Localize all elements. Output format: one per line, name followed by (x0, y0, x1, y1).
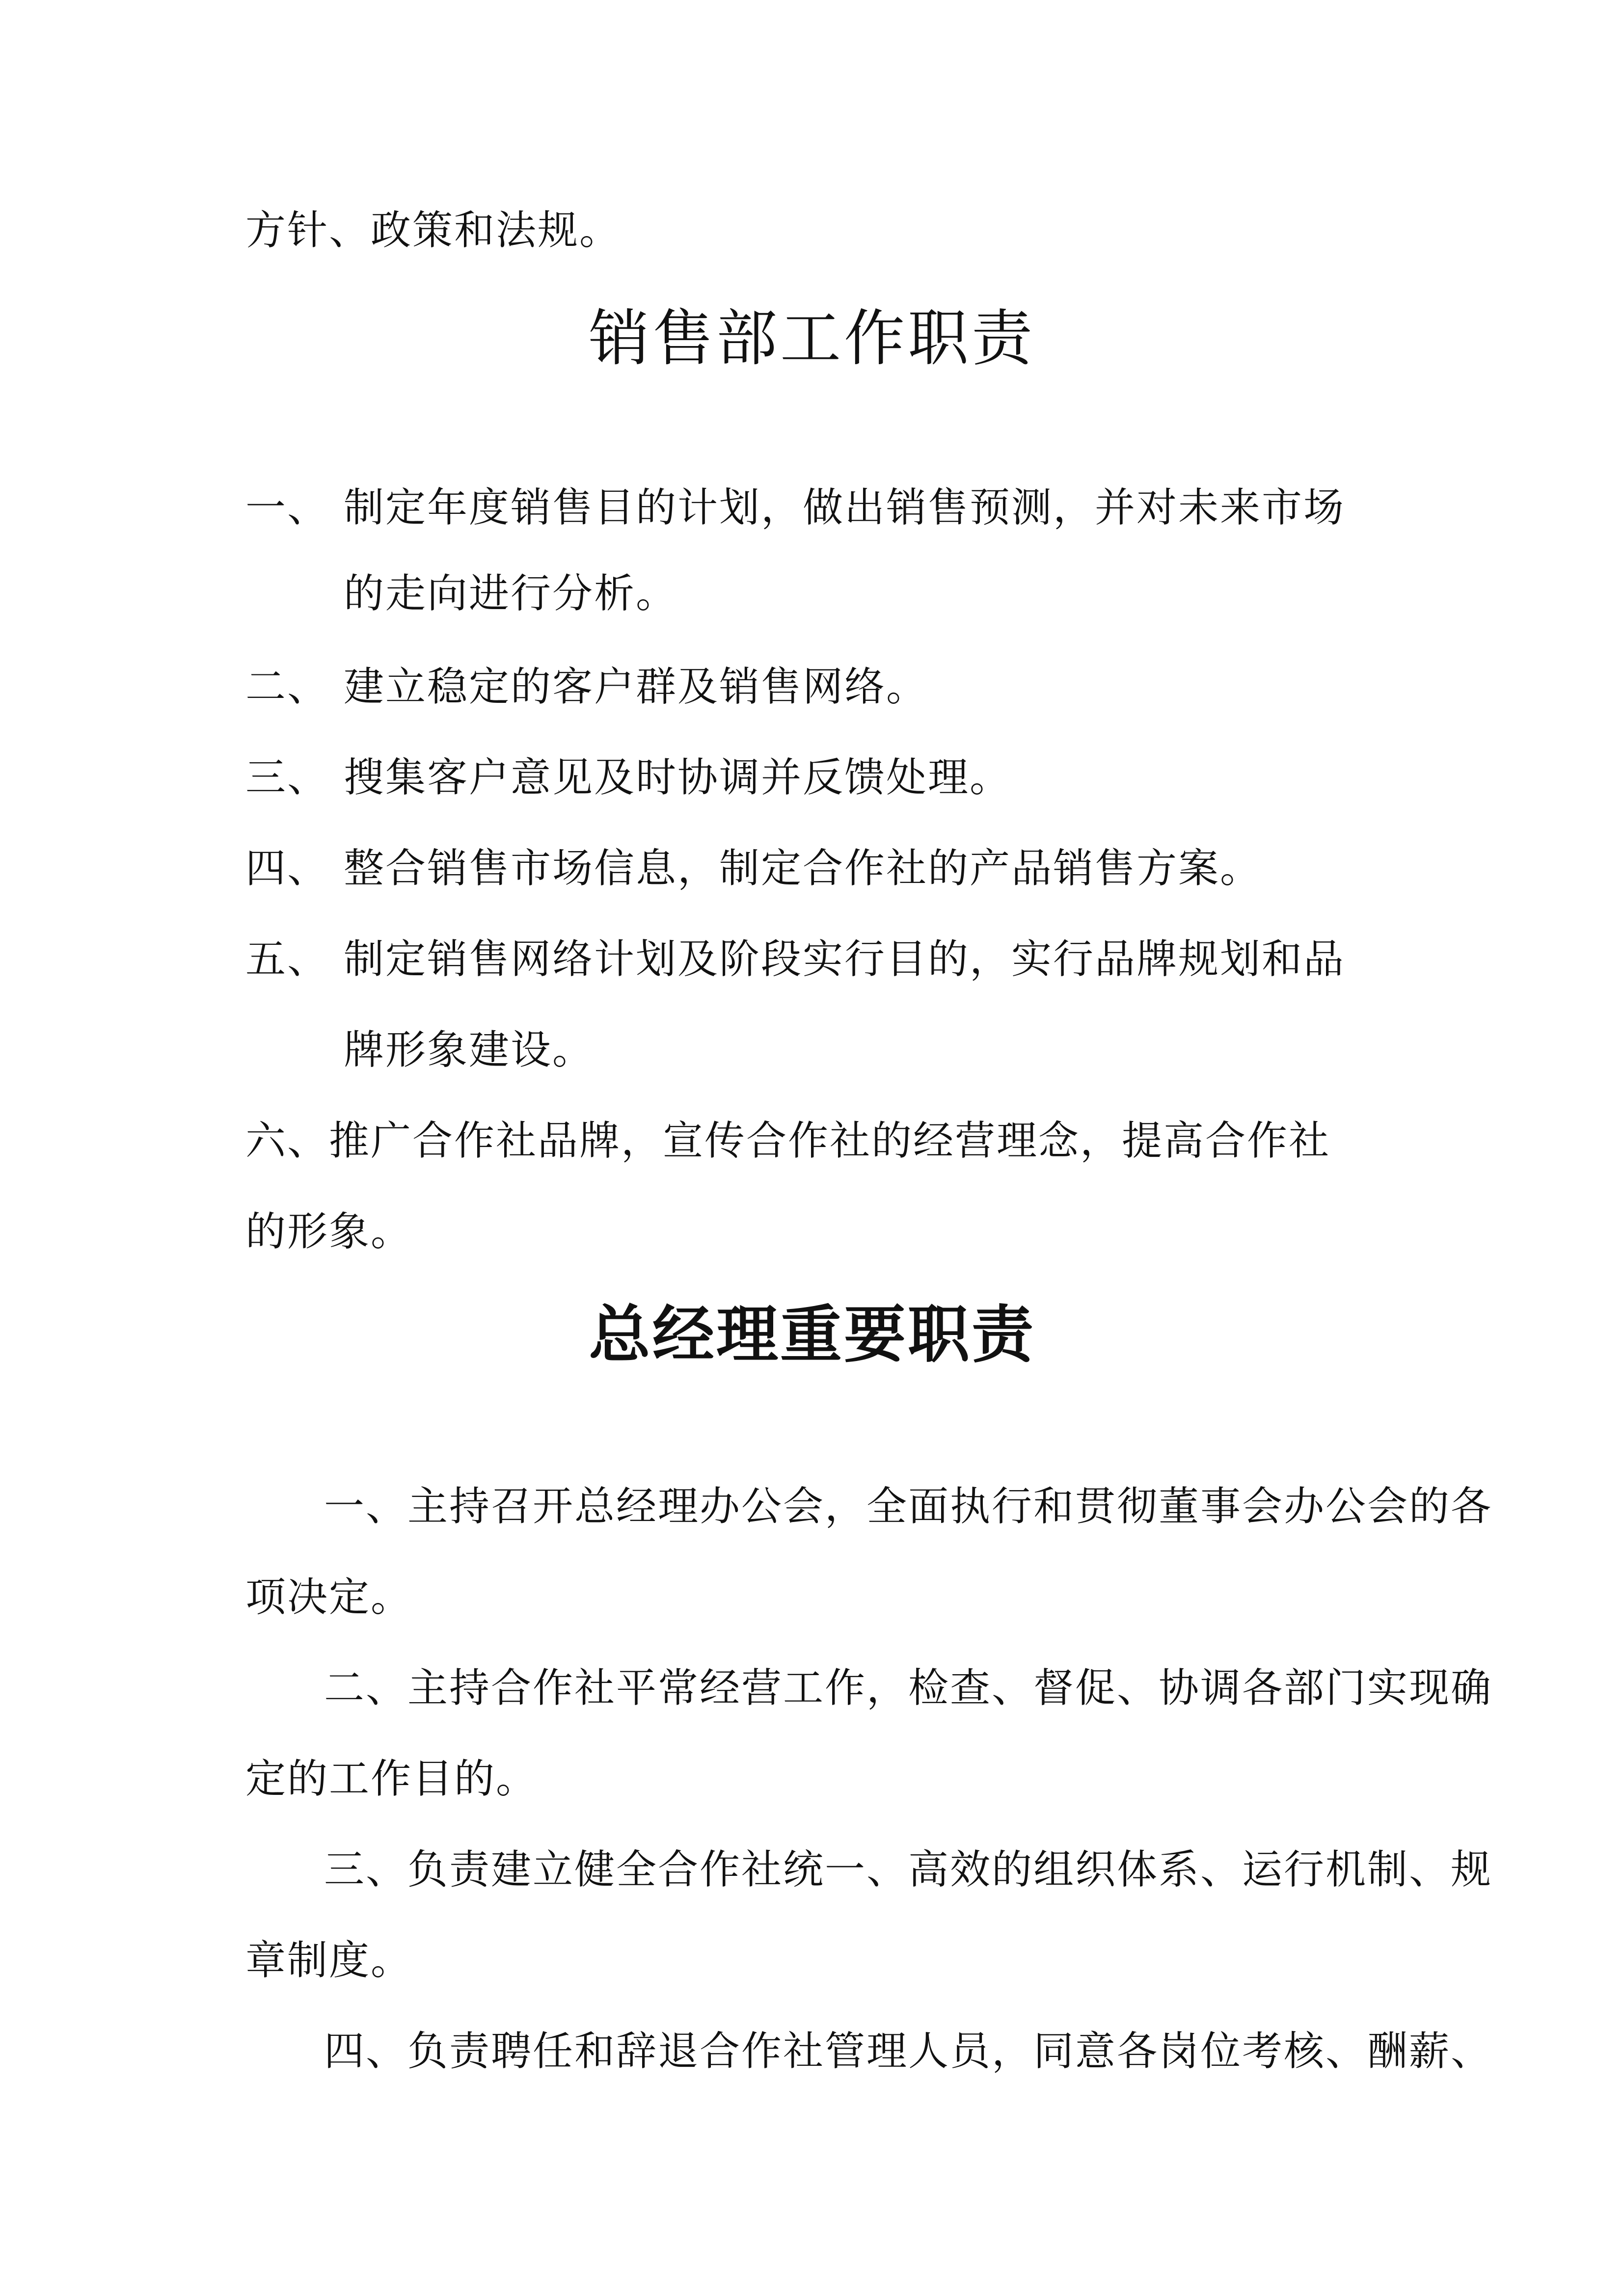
sales-item-1-text: 制定年度销售目的计划，做出销售预测，并对未来市场 (344, 484, 1346, 531)
sales-item-5 (245, 935, 1345, 984)
sales-item-5-text: 制定销售网络计划及阶段实行目的，实行品牌规划和品 (344, 936, 1346, 983)
gm-paragraph-2: 二、主持合作社平常经营工作，检查、督促、协调各部门实现确 (324, 1665, 1493, 1711)
gm-paragraph-2-continuation: 定的工作目的。 (245, 1756, 538, 1802)
sales-item-3 (245, 753, 1011, 802)
gm-paragraph-1-continuation: 项决定。 (245, 1574, 413, 1621)
sales-item-3-text: 搜集客户意见及时协调并反馈处理。 (344, 754, 1012, 801)
sales-item-3-number: 三、 (245, 754, 329, 801)
sales-item-2-text: 建立稳定的客户群及销售网络。 (344, 664, 928, 710)
sales-item-5-continuation: 牌形象建设。 (344, 1027, 595, 1073)
sales-item-4-text: 整合销售市场信息，制定合作社的产品销售方案。 (344, 845, 1262, 892)
sales-item-1-number: 一、 (245, 484, 329, 531)
gm-paragraph-1: 一、主持召开总经理办公会，全面执行和贯彻董事会办公会的各 (324, 1483, 1493, 1530)
sales-item-5-number: 五、 (245, 936, 329, 983)
gm-paragraph-3-continuation: 章制度。 (245, 1937, 413, 1984)
gm-paragraph-3: 三、负责建立健全合作社统一、高效的组织体系、运行机制、规 (324, 1846, 1493, 1893)
sales-item-1 (245, 483, 1345, 533)
sales-item-6-continuation: 的形象。 (245, 1208, 413, 1255)
sales-item-4 (245, 844, 1262, 893)
sales-item-2 (245, 663, 928, 712)
top-fragment-text: 方针、政策和法规。 (245, 207, 622, 254)
sales-item-1-continuation: 的走向进行分析。 (344, 570, 678, 617)
sales-section-title: 销售部工作职责 (588, 303, 1035, 374)
sales-item-4-number: 四、 (245, 845, 329, 892)
gm-paragraph-4: 四、负责聘任和辞退合作社管理人员，同意各岗位考核、酬薪、 (324, 2028, 1493, 2075)
sales-item-6: 六、推广合作社品牌，宣传合作社的经营理念，提高合作社 (245, 1118, 1331, 1164)
sales-item-2-number: 二、 (245, 664, 329, 710)
gm-section-title: 总经理重要职责 (589, 1299, 1035, 1371)
